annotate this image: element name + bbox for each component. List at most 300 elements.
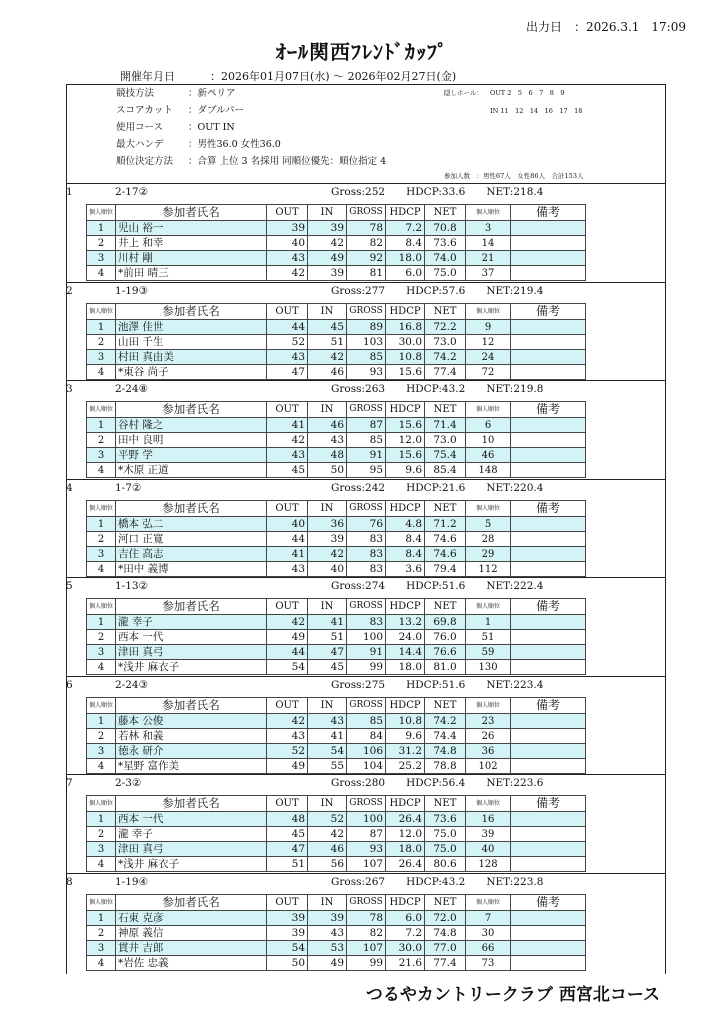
player-row [87, 729, 586, 744]
team-totals [331, 381, 543, 397]
team-summary [66, 480, 666, 496]
player-hdcp: 14.4 [386, 645, 425, 660]
player-gross: 107 [347, 941, 386, 956]
player-order: 2 [87, 236, 116, 251]
team-hdcp: HDCP:21.6 [406, 482, 466, 494]
player-remarks [511, 660, 586, 675]
player-row [87, 842, 586, 857]
team-group [66, 479, 666, 579]
page-title: ｵｰﾙ関西ﾌﾚﾝﾄﾞｶｯﾌﾟ [276, 40, 448, 64]
player-name: 徳永 研介 [116, 744, 267, 759]
player-gross: 95 [347, 463, 386, 478]
col-in: IN [308, 402, 347, 418]
team-group [66, 380, 666, 480]
player-net: 73.6 [425, 812, 466, 827]
player-hdcp: 21.6 [386, 956, 425, 971]
team-group [66, 873, 666, 973]
player-personal-rank: 40 [466, 842, 511, 857]
info-key: 使用コース [116, 122, 164, 133]
player-name: 瀧 幸子 [116, 615, 267, 630]
player-net: 74.8 [425, 926, 466, 941]
player-net: 77.0 [425, 941, 466, 956]
player-row [87, 714, 586, 729]
player-personal-rank: 16 [466, 812, 511, 827]
col-net: NET [425, 796, 466, 812]
player-gross: 83 [347, 547, 386, 562]
player-net: 71.2 [425, 517, 466, 532]
team-number: 4 [66, 482, 73, 494]
player-gross: 107 [347, 857, 386, 872]
team-number: 1 [66, 186, 73, 198]
col-name: 参加者氏名 [116, 304, 267, 320]
col-hdcp: HDCP [386, 402, 425, 418]
player-name: 河口 正寛 [116, 532, 267, 547]
player-hdcp: 8.4 [386, 236, 425, 251]
player-row [87, 532, 586, 547]
player-hdcp: 10.8 [386, 714, 425, 729]
player-personal-rank: 21 [466, 251, 511, 266]
player-out: 41 [267, 547, 308, 562]
col-personal-rank: 個人順位 [466, 304, 511, 320]
player-row [87, 221, 586, 236]
header-row [87, 304, 586, 320]
info-key: 競技方法 [116, 88, 155, 99]
col-personal-rank: 個人順位 [466, 205, 511, 221]
player-name: 西本 一代 [116, 630, 267, 645]
player-order: 4 [87, 365, 116, 380]
team-group [66, 774, 666, 874]
player-out: 51 [267, 857, 308, 872]
player-row [87, 630, 586, 645]
team-hdcp: HDCP:43.2 [406, 383, 466, 395]
player-in: 42 [308, 827, 347, 842]
player-hdcp: 26.4 [386, 857, 425, 872]
player-hdcp: 9.6 [386, 729, 425, 744]
team-summary [66, 578, 666, 594]
player-hdcp: 26.4 [386, 812, 425, 827]
player-out: 54 [267, 660, 308, 675]
player-order: 2 [87, 827, 116, 842]
col-out: OUT [267, 304, 308, 320]
col-net: NET [425, 895, 466, 911]
player-net: 69.8 [425, 615, 466, 630]
player-out: 43 [267, 350, 308, 365]
player-out: 43 [267, 562, 308, 577]
col-hdcp: HDCP [386, 895, 425, 911]
player-order: 3 [87, 645, 116, 660]
header-row [87, 501, 586, 517]
player-hdcp: 13.2 [386, 615, 425, 630]
player-in: 40 [308, 562, 347, 577]
player-gross: 100 [347, 630, 386, 645]
team-id: 2-17② [115, 186, 149, 198]
player-net: 79.4 [425, 562, 466, 577]
player-name: 橋本 弘二 [116, 517, 267, 532]
player-name: *木原 正道 [116, 463, 267, 478]
player-remarks [511, 562, 586, 577]
player-hdcp: 12.0 [386, 433, 425, 448]
player-out: 49 [267, 759, 308, 774]
player-gross: 89 [347, 320, 386, 335]
player-personal-rank: 12 [466, 335, 511, 350]
player-gross: 103 [347, 335, 386, 350]
hidden-holes-label: 隠しホール： [444, 89, 483, 97]
player-remarks [511, 956, 586, 971]
player-remarks [511, 857, 586, 872]
player-in: 49 [308, 251, 347, 266]
player-hdcp: 10.8 [386, 350, 425, 365]
player-net: 71.4 [425, 418, 466, 433]
player-personal-rank: 73 [466, 956, 511, 971]
player-name: 藤本 公俊 [116, 714, 267, 729]
player-remarks [511, 350, 586, 365]
team-hdcp: HDCP:57.6 [406, 285, 466, 297]
col-hdcp: HDCP [386, 304, 425, 320]
col-personal-rank: 個人順位 [466, 501, 511, 517]
player-personal-rank: 72 [466, 365, 511, 380]
col-gross: GROSS [347, 501, 386, 517]
player-gross: 93 [347, 842, 386, 857]
player-out: 42 [267, 714, 308, 729]
score-table [86, 500, 586, 577]
player-name: 平野 学 [116, 448, 267, 463]
team-id: 1-7② [115, 482, 142, 494]
col-out: OUT [267, 501, 308, 517]
hidden-holes [444, 89, 583, 115]
col-out: OUT [267, 796, 308, 812]
player-out: 43 [267, 448, 308, 463]
player-name: 村田 真由美 [116, 350, 267, 365]
team-group [66, 183, 666, 283]
team-hdcp: HDCP:33.6 [406, 186, 466, 198]
team-hdcp: HDCP:51.6 [406, 580, 466, 592]
col-net: NET [425, 501, 466, 517]
player-gross: 92 [347, 251, 386, 266]
team-number: 6 [66, 679, 73, 691]
team-gross: Gross:274 [331, 580, 386, 592]
col-personal-rank: 個人順位 [466, 599, 511, 615]
player-in: 54 [308, 744, 347, 759]
player-in: 39 [308, 221, 347, 236]
player-order: 3 [87, 448, 116, 463]
player-gross: 78 [347, 221, 386, 236]
col-out: OUT [267, 402, 308, 418]
col-name: 参加者氏名 [116, 205, 267, 221]
player-hdcp: 18.0 [386, 660, 425, 675]
col-hdcp: HDCP [386, 796, 425, 812]
player-remarks [511, 517, 586, 532]
player-personal-rank: 36 [466, 744, 511, 759]
col-out: OUT [267, 895, 308, 911]
player-name: *浅井 麻衣子 [116, 857, 267, 872]
col-net: NET [425, 304, 466, 320]
player-out: 47 [267, 842, 308, 857]
player-remarks [511, 221, 586, 236]
player-in: 46 [308, 365, 347, 380]
player-in: 39 [308, 266, 347, 281]
player-row [87, 335, 586, 350]
player-out: 45 [267, 827, 308, 842]
player-remarks [511, 941, 586, 956]
player-personal-rank: 128 [466, 857, 511, 872]
player-gross: 84 [347, 729, 386, 744]
col-hdcp: HDCP [386, 501, 425, 517]
col-net: NET [425, 599, 466, 615]
player-out: 43 [267, 729, 308, 744]
score-table [86, 697, 586, 774]
player-personal-rank: 37 [466, 266, 511, 281]
player-net: 74.2 [425, 714, 466, 729]
player-row [87, 448, 586, 463]
player-remarks [511, 463, 586, 478]
player-in: 39 [308, 532, 347, 547]
player-row [87, 547, 586, 562]
player-remarks [511, 714, 586, 729]
player-order: 1 [87, 517, 116, 532]
participant-count: 参加人数 ：男性67人 女性86人 合計153人 [444, 172, 584, 180]
player-order: 2 [87, 335, 116, 350]
player-out: 45 [267, 463, 308, 478]
player-hdcp: 8.4 [386, 547, 425, 562]
player-in: 43 [308, 714, 347, 729]
player-out: 42 [267, 433, 308, 448]
player-hdcp: 15.6 [386, 418, 425, 433]
player-gross: 99 [347, 956, 386, 971]
team-gross: Gross:242 [331, 482, 386, 494]
player-row [87, 812, 586, 827]
team-number: 5 [66, 580, 73, 592]
player-row [87, 365, 586, 380]
player-order: 4 [87, 463, 116, 478]
player-out: 47 [267, 365, 308, 380]
col-gross: GROSS [347, 796, 386, 812]
player-gross: 78 [347, 911, 386, 926]
col-rank: 個人順位 [87, 205, 116, 221]
player-name: 石東 克彦 [116, 911, 267, 926]
team-group [66, 676, 666, 776]
player-gross: 82 [347, 926, 386, 941]
player-remarks [511, 615, 586, 630]
player-hdcp: 7.2 [386, 221, 425, 236]
player-hdcp: 15.6 [386, 448, 425, 463]
player-net: 76.6 [425, 645, 466, 660]
player-in: 52 [308, 812, 347, 827]
player-personal-rank: 29 [466, 547, 511, 562]
info-key: スコアカット [116, 105, 173, 116]
period-label: 開催年月日 [120, 70, 175, 83]
player-personal-rank: 10 [466, 433, 511, 448]
player-in: 49 [308, 956, 347, 971]
player-remarks [511, 645, 586, 660]
player-name: *前田 晴三 [116, 266, 267, 281]
player-personal-rank: 9 [466, 320, 511, 335]
player-remarks [511, 759, 586, 774]
score-table [86, 894, 586, 971]
col-name: 参加者氏名 [116, 895, 267, 911]
player-row [87, 350, 586, 365]
player-in: 43 [308, 926, 347, 941]
col-remarks: 備考 [511, 402, 586, 418]
player-row [87, 744, 586, 759]
player-net: 74.6 [425, 532, 466, 547]
player-row [87, 266, 586, 281]
player-gross: 87 [347, 827, 386, 842]
team-id: 1-19③ [115, 285, 149, 297]
player-name: *田中 義博 [116, 562, 267, 577]
player-in: 46 [308, 418, 347, 433]
col-rank: 個人順位 [87, 698, 116, 714]
player-row [87, 562, 586, 577]
player-order: 1 [87, 714, 116, 729]
col-name: 参加者氏名 [116, 599, 267, 615]
col-out: OUT [267, 599, 308, 615]
player-name: *東谷 尚子 [116, 365, 267, 380]
team-net: NET:219.8 [486, 383, 544, 395]
player-personal-rank: 148 [466, 463, 511, 478]
score-table [86, 204, 586, 281]
team-net: NET:223.6 [486, 777, 544, 789]
player-in: 36 [308, 517, 347, 532]
player-name: *浅井 麻衣子 [116, 660, 267, 675]
team-summary [66, 775, 666, 791]
player-gross: 100 [347, 812, 386, 827]
col-name: 参加者氏名 [116, 501, 267, 517]
player-in: 43 [308, 433, 347, 448]
player-in: 45 [308, 660, 347, 675]
player-order: 1 [87, 812, 116, 827]
col-out: OUT [267, 205, 308, 221]
col-in: IN [308, 304, 347, 320]
player-row [87, 251, 586, 266]
player-remarks [511, 266, 586, 281]
player-hdcp: 15.6 [386, 365, 425, 380]
team-hdcp: HDCP:51.6 [406, 679, 466, 691]
col-gross: GROSS [347, 205, 386, 221]
player-gross: 106 [347, 744, 386, 759]
player-out: 41 [267, 418, 308, 433]
player-net: 85.4 [425, 463, 466, 478]
player-net: 73.0 [425, 335, 466, 350]
header-row [87, 796, 586, 812]
col-net: NET [425, 402, 466, 418]
player-order: 2 [87, 926, 116, 941]
team-number: 3 [66, 383, 73, 395]
player-net: 78.8 [425, 759, 466, 774]
player-net: 74.8 [425, 744, 466, 759]
player-remarks [511, 320, 586, 335]
team-hdcp: HDCP:43.2 [406, 876, 466, 888]
player-hdcp: 7.2 [386, 926, 425, 941]
player-name: 田中 良明 [116, 433, 267, 448]
player-order: 3 [87, 251, 116, 266]
col-in: IN [308, 501, 347, 517]
player-personal-rank: 112 [466, 562, 511, 577]
player-personal-rank: 30 [466, 926, 511, 941]
col-remarks: 備考 [511, 895, 586, 911]
team-id: 1-13② [115, 580, 149, 592]
team-net: NET:223.8 [486, 876, 544, 888]
player-remarks [511, 547, 586, 562]
col-remarks: 備考 [511, 205, 586, 221]
player-row [87, 956, 586, 971]
col-personal-rank: 個人順位 [466, 402, 511, 418]
player-in: 42 [308, 547, 347, 562]
player-in: 41 [308, 615, 347, 630]
competition-info [66, 84, 666, 184]
player-remarks [511, 236, 586, 251]
col-in: IN [308, 698, 347, 714]
player-name: 貫井 吉郎 [116, 941, 267, 956]
player-net: 81.0 [425, 660, 466, 675]
player-hdcp: 31.2 [386, 744, 425, 759]
player-personal-rank: 7 [466, 911, 511, 926]
player-personal-rank: 46 [466, 448, 511, 463]
player-gross: 83 [347, 532, 386, 547]
team-totals [331, 184, 543, 200]
col-net: NET [425, 698, 466, 714]
player-personal-rank: 66 [466, 941, 511, 956]
player-gross: 85 [347, 350, 386, 365]
header-row [87, 698, 586, 714]
player-in: 39 [308, 911, 347, 926]
player-row [87, 759, 586, 774]
player-order: 2 [87, 532, 116, 547]
player-hdcp: 18.0 [386, 842, 425, 857]
player-hdcp: 12.0 [386, 827, 425, 842]
player-net: 77.4 [425, 956, 466, 971]
player-gross: 85 [347, 433, 386, 448]
col-gross: GROSS [347, 402, 386, 418]
player-gross: 93 [347, 365, 386, 380]
player-out: 50 [267, 956, 308, 971]
player-order: 2 [87, 630, 116, 645]
col-net: NET [425, 205, 466, 221]
player-name: 谷村 隆之 [116, 418, 267, 433]
player-name: 若林 和義 [116, 729, 267, 744]
team-net: NET:222.4 [486, 580, 544, 592]
team-number: 2 [66, 285, 73, 297]
player-net: 75.0 [425, 827, 466, 842]
player-name: 吉住 高志 [116, 547, 267, 562]
player-out: 39 [267, 926, 308, 941]
player-remarks [511, 448, 586, 463]
player-hdcp: 9.6 [386, 463, 425, 478]
col-out: OUT [267, 698, 308, 714]
info-value: ：ダブルパー [188, 105, 244, 116]
player-order: 1 [87, 911, 116, 926]
player-gross: 83 [347, 562, 386, 577]
player-net: 80.6 [425, 857, 466, 872]
player-remarks [511, 926, 586, 941]
player-net: 72.2 [425, 320, 466, 335]
team-totals [331, 480, 543, 496]
team-totals [331, 775, 543, 791]
player-in: 47 [308, 645, 347, 660]
col-remarks: 備考 [511, 796, 586, 812]
team-number: 8 [66, 876, 73, 888]
player-gross: 87 [347, 418, 386, 433]
player-personal-rank: 51 [466, 630, 511, 645]
team-totals [331, 578, 543, 594]
info-key: 最大ハンデ [116, 139, 164, 150]
player-gross: 81 [347, 266, 386, 281]
player-remarks [511, 744, 586, 759]
hidden-holes-out: OUT 2 5 6 7 8 9 [490, 89, 565, 97]
team-net: NET:220.4 [486, 482, 544, 494]
player-name: *岩佐 忠義 [116, 956, 267, 971]
player-name: 神原 義信 [116, 926, 267, 941]
player-remarks [511, 812, 586, 827]
